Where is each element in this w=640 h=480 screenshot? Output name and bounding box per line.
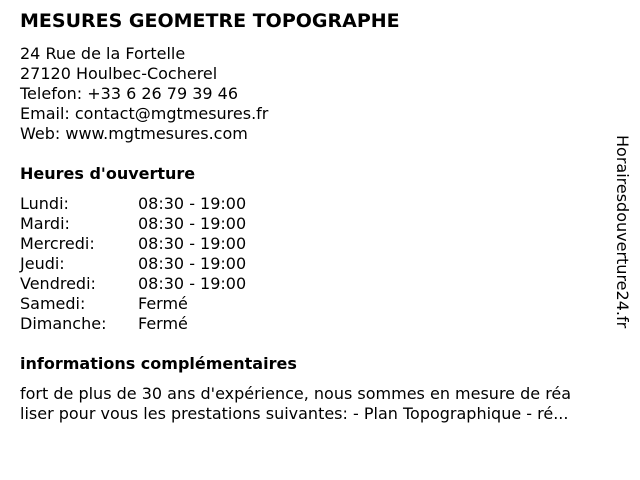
day-hours: 08:30 - 19:00 (138, 194, 247, 213)
day-hours: 08:30 - 19:00 (138, 254, 247, 273)
day-hours: 08:30 - 19:00 (138, 234, 247, 253)
hours-row-monday (20, 194, 246, 214)
opening-hours-list (20, 194, 246, 334)
day-hours: 08:30 - 19:00 (138, 214, 247, 233)
hours-row-sunday (20, 314, 246, 334)
site-watermark: Horairesdouverture24.fr (613, 135, 632, 329)
info-line: fort de plus de 30 ans d'expérience, nous sommes en mesure de réa (20, 384, 572, 403)
email-address: Email: contact@mgtmesures.fr (20, 104, 269, 123)
day-hours: Fermé (138, 314, 188, 333)
hours-row-saturday (20, 294, 246, 314)
additional-info-heading: informations complémentaires (20, 354, 297, 373)
info-line: liser pour vous les prestations suivantes: - Plan Topographique - ré... (20, 404, 569, 423)
day-label: Mardi: (20, 214, 70, 233)
opening-hours-heading: Heures d'ouverture (20, 164, 196, 183)
day-label: Mercredi: (20, 234, 95, 253)
day-label: Lundi: (20, 194, 69, 213)
day-label: Dimanche: (20, 314, 107, 333)
phone-number: Telefon: +33 6 26 79 39 46 (20, 84, 239, 103)
day-hours: Fermé (138, 294, 188, 313)
hours-row-friday (20, 274, 246, 294)
street-address: 24 Rue de la Fortelle (20, 44, 186, 63)
hours-row-thursday (20, 254, 246, 274)
day-hours: 08:30 - 19:00 (138, 274, 247, 293)
day-label: Jeudi: (20, 254, 65, 273)
website: Web: www.mgtmesures.com (20, 124, 248, 143)
city-address: 27120 Houlbec-Cocherel (20, 64, 218, 83)
day-label: Samedi: (20, 294, 86, 313)
additional-info-text (20, 384, 625, 424)
business-contact (20, 44, 268, 144)
hours-row-wednesday (20, 234, 246, 254)
hours-row-tuesday (20, 214, 246, 234)
business-name: MESURES GEOMETRE TOPOGRAPHE (20, 10, 400, 32)
day-label: Vendredi: (20, 274, 96, 293)
